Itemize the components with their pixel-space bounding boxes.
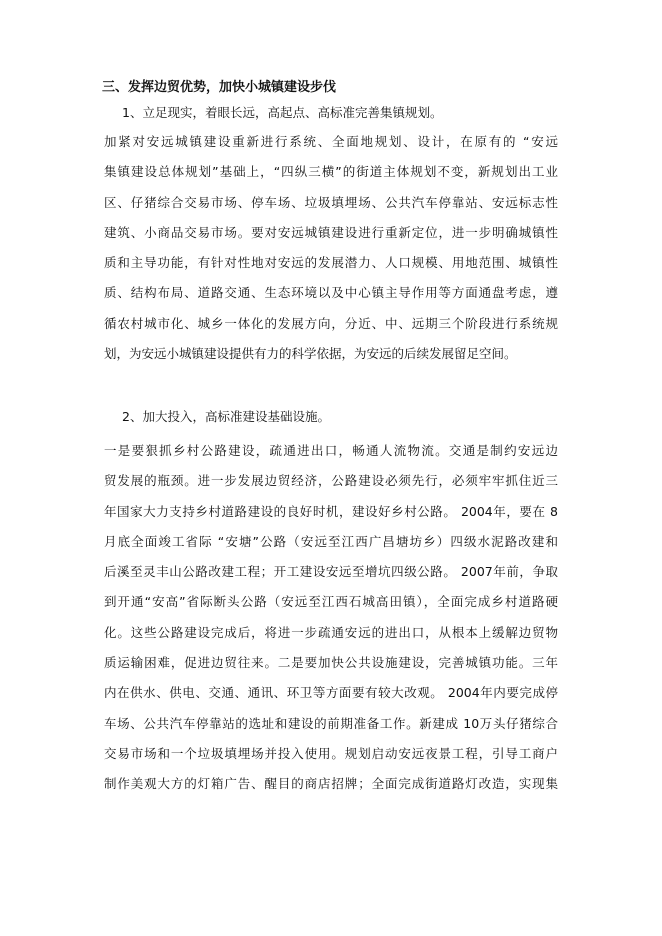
subsection-title-2: 2、加大投入，高标准建设基础设施。	[122, 409, 330, 424]
paragraph-line: 建筑、小商品交易市场。要对安远城镇建设进行重新定位，进一步明确城镇性	[104, 224, 558, 240]
paragraph-line: 月底全面竣工省际 “安塘”公路（安远至江西广昌塘坊乡）四级水泥路改建和	[104, 533, 558, 549]
paragraph-line: 质运输困难，促进边贸往来。二是要加快公共设施建设，完善城镇功能。三年	[104, 655, 558, 671]
paragraph-line: 制作美观大方的灯箱广告、醒目的商店招牌；全面完成街道路灯改造，实现集	[104, 776, 558, 792]
paragraph-2	[104, 436, 558, 800]
section-heading: 三、发挥边贸优势，加快小城镇建设步伐	[102, 80, 337, 95]
paragraph-line: 区、仔猪综合交易市场、停车场、垃圾填埋场、公共汽车停靠站、安远标志性	[104, 194, 558, 210]
paragraph-line: 贸发展的瓶颈。进一步发展边贸经济，公路建设必须先行，必须牢牢抓住近三	[104, 473, 558, 489]
paragraph-line: 后溪至灵丰山公路改建工程；开工建设安远至增坑四级公路。 2007年前，争取	[104, 564, 558, 580]
paragraph-line: 循农村城市化、城乡一体化的发展方向，分近、中、远期三个阶段进行系统规	[104, 315, 558, 331]
paragraph-line: 一是要狠抓乡村公路建设，疏通进出口，畅通人流物流。交通是制约安远边	[104, 443, 558, 458]
paragraph-line: 内在供水、供电、交通、通讯、环卫等方面要有较大改观。 2004年内要完成停	[104, 685, 558, 701]
paragraph-line: 质、结构布局、道路交通、生态环境以及中心镇主导作用等方面通盘考虑，遵	[104, 285, 558, 301]
paragraph-1	[104, 127, 558, 369]
subsection-title-1: 1、立足现实，着眼长远，高起点、高标准完善集镇规划。	[122, 105, 443, 120]
paragraph-line: 质和主导功能，有针对性地对安远的发展潜力、人口规模、用地范围、城镇性	[104, 255, 558, 271]
paragraph-line: 划，为安远小城镇建设提供有力的科学依据，为安远的后续发展留足空间。	[104, 346, 517, 362]
paragraph-line: 车场、公共汽车停靠站的选址和建设的前期准备工作。新建成 10万头仔猪综合	[104, 715, 558, 731]
paragraph-line: 交易市场和一个垃圾填埋场并投入使用。规划启动安远夜景工程，引导工商户	[104, 745, 558, 761]
paragraph-line: 化。这些公路建设完成后，将进一步疏通安远的进出口，从根本上缓解边贸物	[104, 624, 558, 640]
paragraph-line: 集镇建设总体规划”基础上，“四纵三横”的街道主体规划不变，新规划出工业	[104, 164, 558, 180]
paragraph-line: 到开通“安高”省际断头公路（安远至江西石城高田镇），全面完成乡村道路硬	[104, 594, 558, 610]
paragraph-line: 年国家大力支持乡村道路建设的良好时机，建设好乡村公路。 2004年，要在 8	[104, 503, 558, 519]
paragraph-line: 加紧对安远城镇建设重新进行系统、全面地规划、设计，在原有的 “安远	[104, 134, 558, 149]
